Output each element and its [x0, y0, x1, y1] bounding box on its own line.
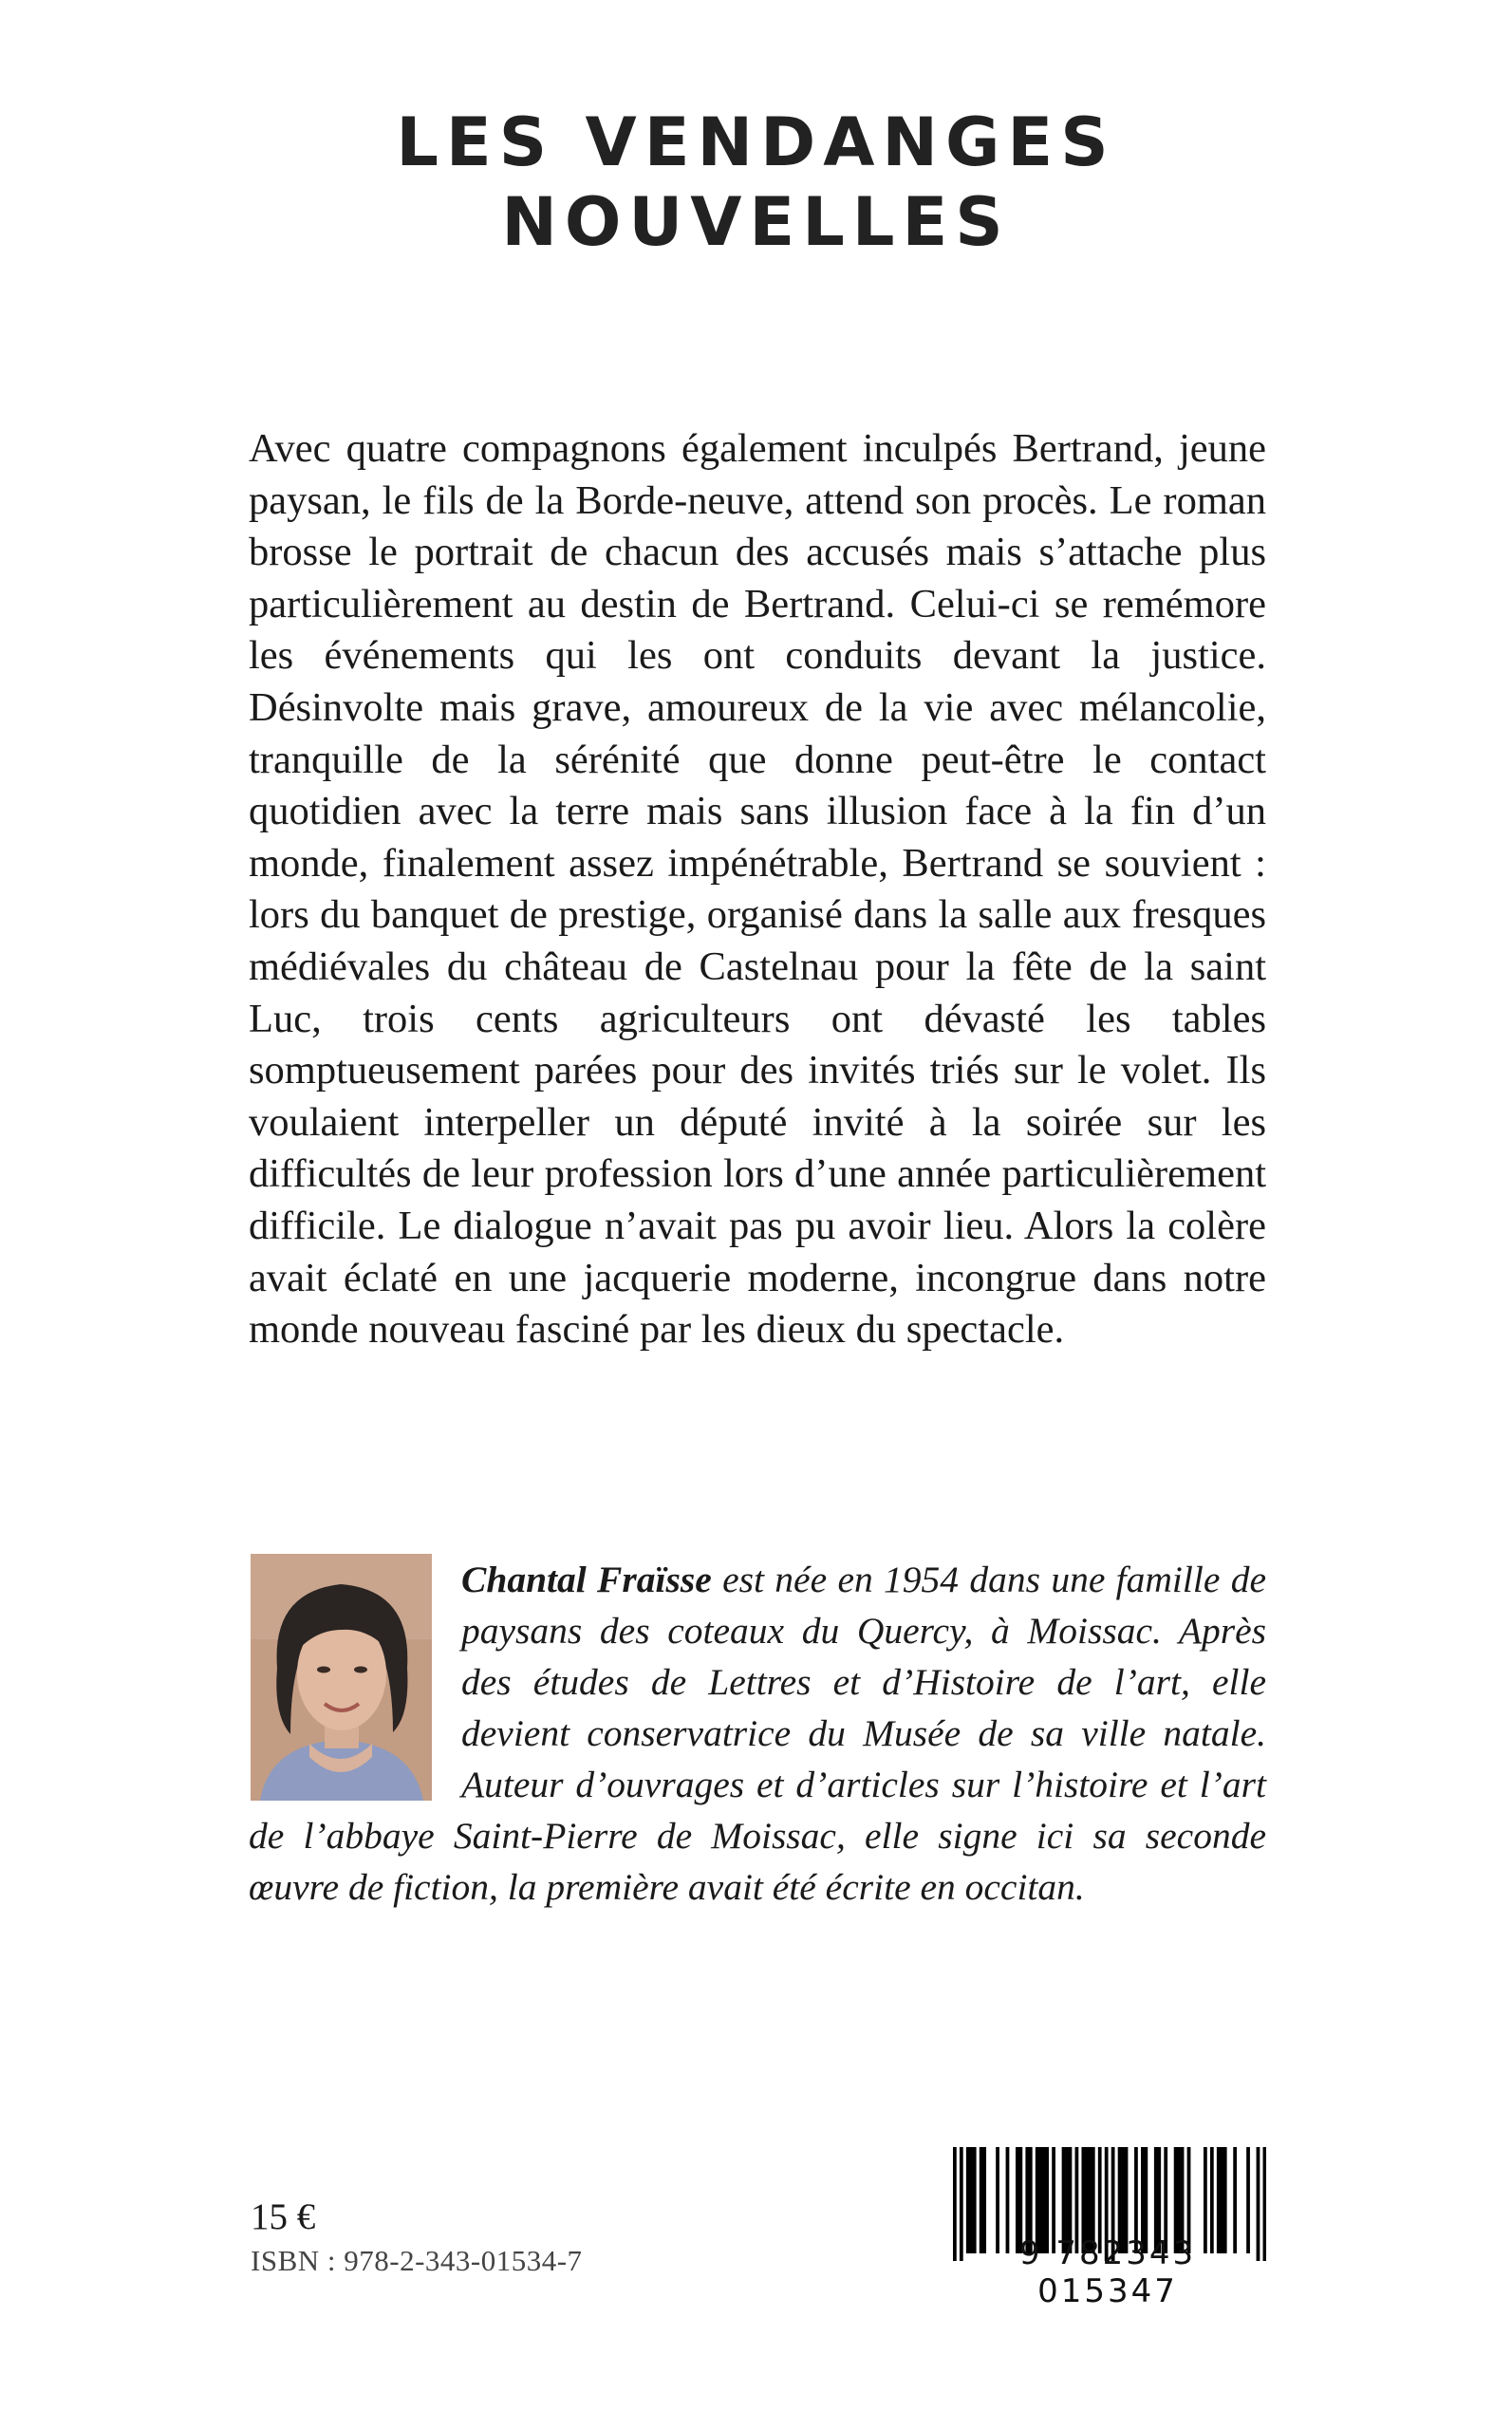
book-title-line-1: LES VENDANGES — [396, 103, 1116, 181]
author-name: Chantal Fraïsse — [461, 1559, 712, 1600]
author-bio — [249, 1554, 1266, 1913]
photo-spacer — [249, 1554, 461, 1799]
isbn: ISBN : 978-2-343-01534-7 — [251, 2244, 583, 2277]
book-title-line-2: NOUVELLES — [501, 183, 1011, 261]
author-bio-text: est née en 1954 dans une famille de paysans des coteaux du Quercy, à Moissac. Après des études de Lettres et d’Histoire de l’art, elle devient conservatrice du Musée de sa ville natale. Auteur d’ouvrages et d’articles sur l’histoire et l’art de l’abbaye Saint-Pierre de Moissac, elle signe ici sa seconde œuvre de fiction, la première avait été écrite en occitan. — [249, 1559, 1266, 1908]
book-summary: Avec quatre compagnons également inculpés Bertrand, jeune paysan, le fils de la Borde-neuve, attend son procès. Le roman brosse le portrait de chacun des accusés mais s’attache plus particulièrement au destin de Bertrand. Celui-ci se remémore les événements qui les ont conduits devant la justice. Désinvolte mais grave, amoureux de la vie avec mélancolie, tranquille de la sérénité que donne peut-être le contact quotidien avec la terre mais sans illusion face à la fin d’un monde, finalement assez impénétrable, Bertrand se souvient : lors du banquet de prestige, organisé dans la salle aux fresques médiévales du château de Castelnau pour la fête de la saint Luc, trois cents agriculteurs ont dévasté les tables somptueusement parées pour des invités triés sur le volet. Ils voulaient interpeller un député invité à la soirée sur les difficultés de leur profession lors d’une année particulièrement difficile. Le dialogue n’avait pas pu avoir lieu. Alors la colère avait éclaté en une jacquerie moderne, incongrue dans notre monde nouveau fasciné par les dieux du spectacle. — [249, 426, 1266, 1353]
book-title — [0, 103, 1512, 262]
barcode-digits: 9 782343 015347 — [1018, 2234, 1197, 2310]
price: 15 € — [251, 2196, 316, 2237]
